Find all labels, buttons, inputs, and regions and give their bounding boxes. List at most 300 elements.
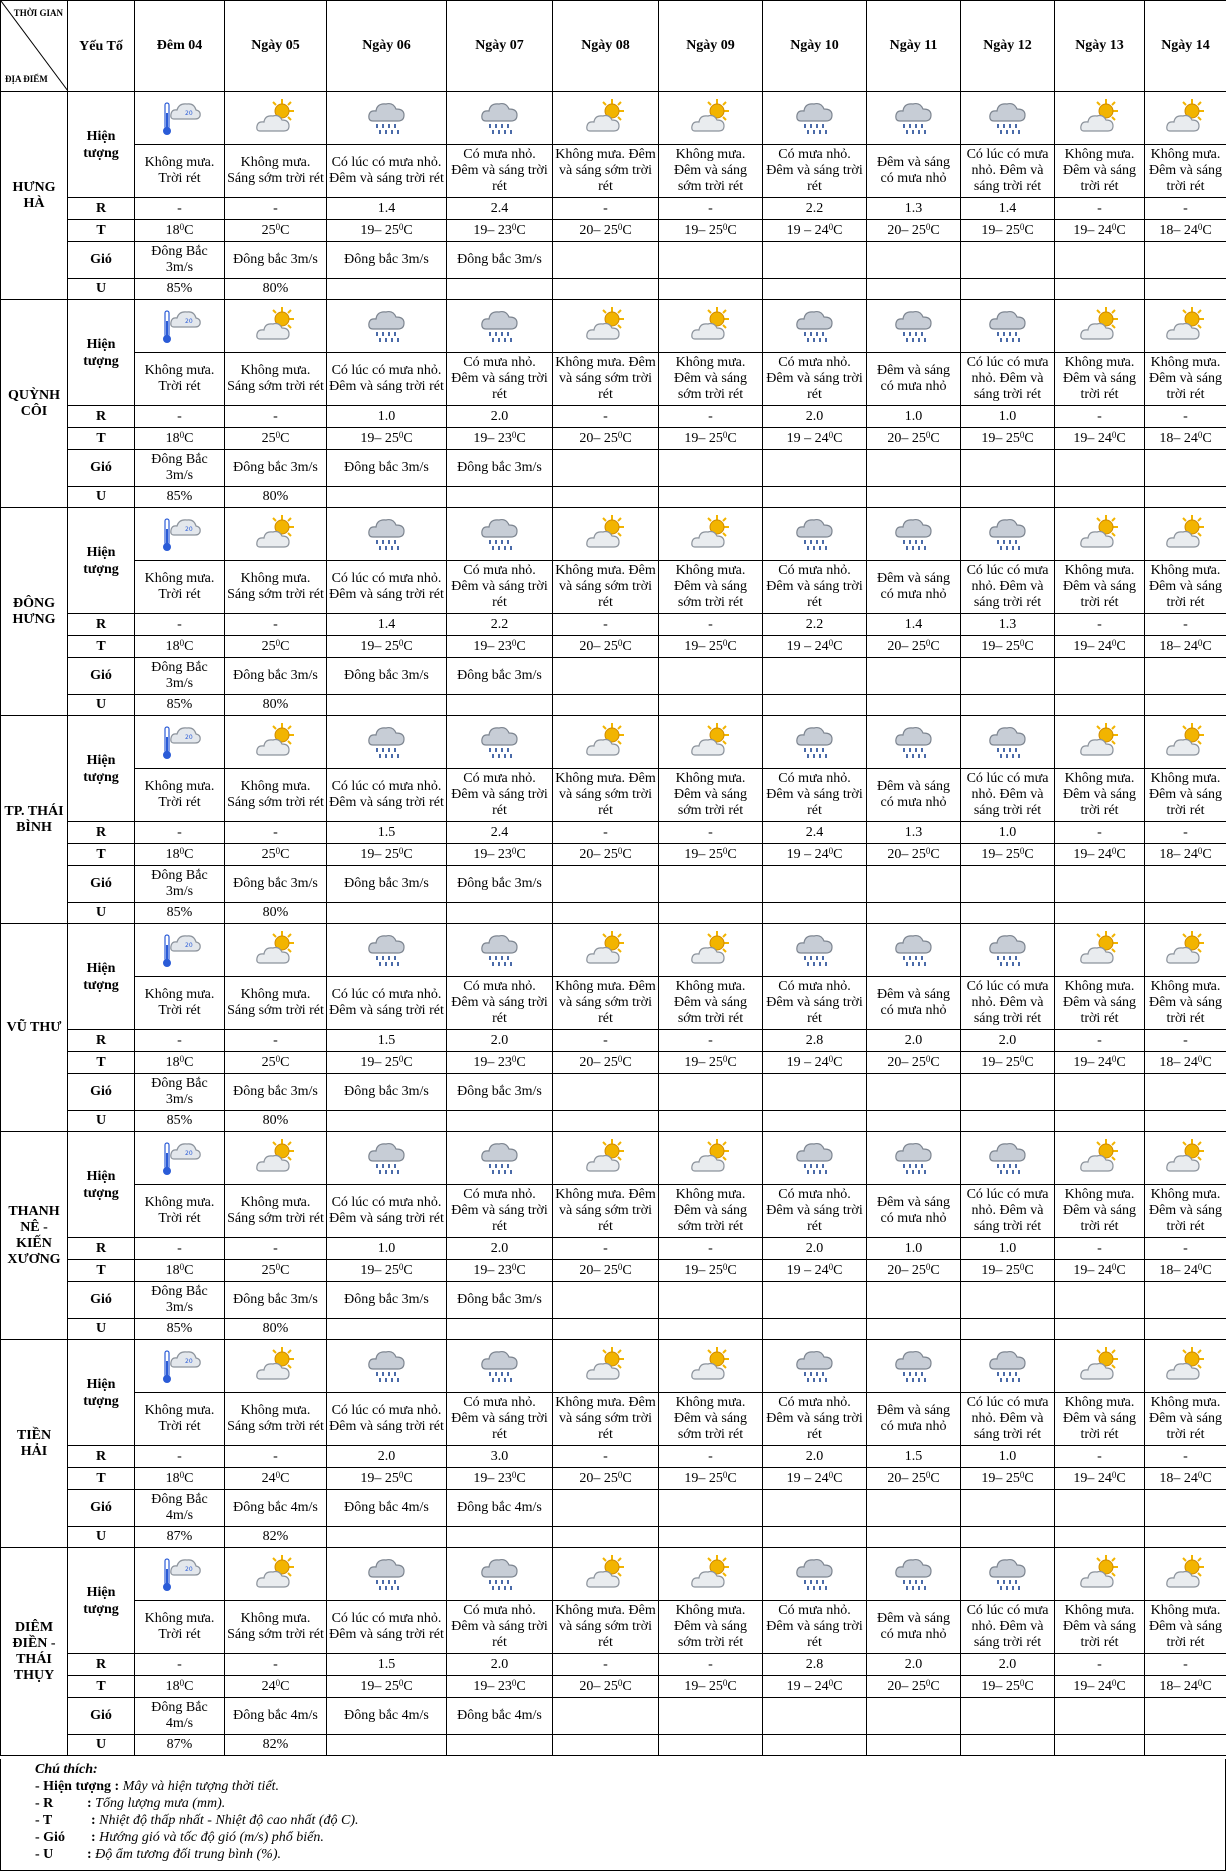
humidity-value <box>553 903 659 924</box>
degree-sign: 0 <box>275 1677 281 1688</box>
temp-value <box>447 220 553 242</box>
temp-value <box>225 1468 327 1490</box>
degree-sign: 0 <box>617 1261 623 1272</box>
cloud-rain-icon <box>793 721 837 763</box>
humidity-value <box>553 487 659 508</box>
label-temp: T <box>68 1260 135 1282</box>
temp-value <box>447 1468 553 1490</box>
degree-sign: 0 <box>398 429 404 440</box>
temp-range: 19– 23 <box>473 1054 512 1070</box>
temp-range: 19– 25 <box>981 222 1020 238</box>
phenomenon-text: Có lúc có mưa nhỏ. Đêm và sáng trời rét <box>327 561 447 614</box>
rain-value: - <box>553 1238 659 1260</box>
phenomenon-text-row <box>1 353 1226 406</box>
location-name: ĐÔNG HƯNG <box>1 508 68 716</box>
cloud-rain-icon <box>867 508 961 561</box>
sun-cloud-icon <box>1078 97 1122 139</box>
sun-cloud-icon <box>659 1340 763 1393</box>
wind-value <box>961 1282 1055 1319</box>
temp-unit: C <box>1202 1054 1212 1070</box>
rain-value: - <box>659 1654 763 1676</box>
rain-value: - <box>225 614 327 636</box>
cloud-rain-icon <box>986 1345 1030 1387</box>
sun-cloud-icon <box>584 1553 628 1595</box>
temp-value <box>1055 428 1145 450</box>
temp-value <box>327 1260 447 1282</box>
rain-value: - <box>1145 1030 1226 1052</box>
temp-value <box>225 220 327 242</box>
humidity-value <box>867 487 961 508</box>
temp-range: 19– 23 <box>473 222 512 238</box>
temp-range: 20– 25 <box>887 846 926 862</box>
legend-item <box>35 1829 1225 1846</box>
temp-range: 19 – 24 <box>786 846 829 862</box>
phenomenon-text: Không mưa. Sáng sớm trời rét <box>225 561 327 614</box>
temp-unit: C <box>1202 1470 1212 1486</box>
sun-cloud-icon <box>225 924 327 977</box>
location-name: THANH NÊ - KIẾN XƯƠNG <box>1 1132 68 1340</box>
degree-sign: 0 <box>722 1469 728 1480</box>
temp-value <box>1145 1260 1226 1282</box>
phenomenon-text: Có lúc có mưa nhỏ. Đêm và sáng trời rét <box>327 1393 447 1446</box>
humidity-value <box>763 903 867 924</box>
temp-unit: C <box>930 846 940 862</box>
humidity-value: 80% <box>225 1111 327 1132</box>
temp-range: 19– 25 <box>981 430 1020 446</box>
rain-value: - <box>1145 1446 1226 1468</box>
degree-sign: 0 <box>179 845 185 856</box>
temp-value <box>553 636 659 658</box>
temp-range: 19– 25 <box>684 1470 723 1486</box>
corner-time-label: THỜI GIAN <box>13 8 63 18</box>
temp-range: 19– 23 <box>473 638 512 654</box>
cloud-rain-icon <box>986 929 1030 971</box>
wind-value <box>867 450 961 487</box>
degree-sign: 0 <box>275 1053 281 1064</box>
temp-value <box>225 1260 327 1282</box>
humidity-value: 82% <box>225 1527 327 1548</box>
degree-sign: 0 <box>1019 1677 1025 1688</box>
temp-value <box>135 1260 225 1282</box>
degree-sign: 0 <box>511 637 517 648</box>
wind-value: Đông Bắc 4m/s <box>135 1490 225 1527</box>
temp-unit: C <box>727 430 737 446</box>
phenomenon-text: Không mưa. Trời rét <box>135 1185 225 1238</box>
sun-cloud-icon <box>659 300 763 353</box>
temp-value <box>135 636 225 658</box>
sun-cloud-icon <box>1055 924 1145 977</box>
temp-range: 19– 25 <box>360 1678 399 1694</box>
wind-value: Đông bắc 4m/s <box>225 1698 327 1735</box>
phenomenon-text: Có lúc có mưa nhỏ. Đêm và sáng trời rét <box>961 353 1055 406</box>
temp-range: 19– 25 <box>360 222 399 238</box>
cloud-rain-icon <box>986 305 1030 347</box>
cloud-rain-icon <box>892 721 936 763</box>
cloud-rain-icon <box>961 924 1055 977</box>
temp-unit: C <box>833 222 843 238</box>
temp-value <box>961 1260 1055 1282</box>
label-phenomenon: Hiện tượng <box>68 508 135 614</box>
humidity-value <box>327 1319 447 1340</box>
degree-sign: 0 <box>179 1261 185 1272</box>
temp-unit: C <box>1024 1678 1034 1694</box>
wind-value <box>553 1698 659 1735</box>
phenomenon-text: Không mưa. Trời rét <box>135 1601 225 1654</box>
temp-range: 19 – 24 <box>786 638 829 654</box>
degree-sign: 0 <box>1197 845 1203 856</box>
thermo-cloud-icon <box>158 305 202 347</box>
phenomenon-icon-row <box>1 92 1226 145</box>
temp-value <box>659 844 763 866</box>
temp-range: 20– 25 <box>579 846 618 862</box>
temp-range: 20– 25 <box>887 1678 926 1694</box>
cloud-rain-icon <box>763 1548 867 1601</box>
wind-value <box>1145 866 1226 903</box>
humidity-value: 80% <box>225 487 327 508</box>
rain-value: 1.4 <box>327 198 447 220</box>
temp-value <box>135 1468 225 1490</box>
sun-cloud-icon <box>659 924 763 977</box>
degree-sign: 0 <box>617 429 623 440</box>
temp-range: 20– 25 <box>887 430 926 446</box>
humidity-value <box>1145 1111 1226 1132</box>
temp-unit: C <box>727 846 737 862</box>
legend-key: - Gió <box>35 1830 65 1845</box>
temp-value <box>225 1676 327 1698</box>
phenomenon-text: Không mưa. Đêm và sáng trời rét <box>1145 1185 1226 1238</box>
sun-cloud-icon <box>659 508 763 561</box>
humidity-value: 80% <box>225 903 327 924</box>
sun-cloud-icon <box>584 929 628 971</box>
label-wind: Gió <box>68 1282 135 1319</box>
label-temp: T <box>68 220 135 242</box>
temp-unit: C <box>403 1054 413 1070</box>
legend-text: Độ ẩm tương đối trung bình (%). <box>95 1847 281 1862</box>
rain-value: 1.0 <box>867 406 961 428</box>
phenomenon-text: Có mưa nhỏ. Đêm và sáng trời rét <box>763 1185 867 1238</box>
phenomenon-text: Không mưa. Trời rét <box>135 145 225 198</box>
sun-cloud-icon <box>1164 1345 1208 1387</box>
temp-unit: C <box>1024 1470 1034 1486</box>
phenomenon-text: Có mưa nhỏ. Đêm và sáng trời rét <box>447 769 553 822</box>
temp-value <box>763 1260 867 1282</box>
cloud-rain-icon <box>793 97 837 139</box>
rain-value: 1.0 <box>327 1238 447 1260</box>
phenomenon-text: Không mưa. Đêm và sáng sớm trời rét <box>659 353 763 406</box>
phenomenon-icon-row <box>1 716 1226 769</box>
phenomenon-text: Không mưa. Sáng sớm trời rét <box>225 1601 327 1654</box>
phenomenon-text: Không mưa. Trời rét <box>135 561 225 614</box>
phenomenon-text: Không mưa. Đêm và sáng trời rét <box>1055 145 1145 198</box>
label-phenomenon: Hiện tượng <box>68 1132 135 1238</box>
phenomenon-text: Không mưa. Đêm và sáng trời rét <box>1055 561 1145 614</box>
temp-unit: C <box>184 1262 194 1278</box>
phenomenon-text-row <box>1 769 1226 822</box>
temp-row <box>1 844 1226 866</box>
temp-unit: C <box>516 638 526 654</box>
day-header: Ngày 09 <box>659 1 763 92</box>
temp-value <box>961 1676 1055 1698</box>
wind-value: Đông bắc 3m/s <box>447 450 553 487</box>
cloud-rain-icon <box>793 1137 837 1179</box>
humidity-value <box>1055 1319 1145 1340</box>
degree-sign: 0 <box>722 1053 728 1064</box>
temp-range: 19– 25 <box>684 1262 723 1278</box>
wind-value <box>763 658 867 695</box>
degree-sign: 0 <box>1111 1261 1117 1272</box>
cloud-rain-icon <box>365 305 409 347</box>
wind-value <box>659 1074 763 1111</box>
sun-cloud-icon <box>254 97 298 139</box>
sun-cloud-icon <box>689 1137 733 1179</box>
temp-unit: C <box>622 222 632 238</box>
label-wind: Gió <box>68 866 135 903</box>
wind-value: Đông bắc 3m/s <box>225 1282 327 1319</box>
degree-sign: 0 <box>511 1053 517 1064</box>
temp-value <box>867 1468 961 1490</box>
humidity-value <box>763 1735 867 1756</box>
label-wind: Gió <box>68 1074 135 1111</box>
temp-range: 19– 24 <box>1073 430 1112 446</box>
phenomenon-text: Có lúc có mưa nhỏ. Đêm và sáng trời rét <box>961 1185 1055 1238</box>
temp-range: 19– 25 <box>684 638 723 654</box>
humidity-value: 85% <box>135 487 225 508</box>
phenomenon-text: Không mưa. Đêm và sáng sớm trời rét <box>553 769 659 822</box>
wind-row <box>1 242 1226 279</box>
humidity-value <box>961 695 1055 716</box>
wind-value: Đông Bắc 3m/s <box>135 1074 225 1111</box>
phenomenon-icon-row <box>1 1340 1226 1393</box>
sun-cloud-icon <box>1145 300 1226 353</box>
day-header: Đêm 04 <box>135 1 225 92</box>
degree-sign: 0 <box>511 429 517 440</box>
cloud-rain-icon <box>365 1345 409 1387</box>
legend-text: Hướng gió và tốc độ gió (m/s) phổ biến. <box>99 1830 324 1845</box>
phenomenon-text: Có lúc có mưa nhỏ. Đêm và sáng trời rét <box>327 769 447 822</box>
location-name: QUỲNH CÔI <box>1 300 68 508</box>
humidity-value <box>327 1735 447 1756</box>
rain-row <box>1 406 1226 428</box>
temp-value <box>135 844 225 866</box>
phenomenon-text: Không mưa. Trời rét <box>135 769 225 822</box>
cloud-rain-icon <box>892 97 936 139</box>
phenomenon-text: Có lúc có mưa nhỏ. Đêm và sáng trời rét <box>961 1601 1055 1654</box>
phenomenon-text: Đêm và sáng có mưa nhỏ <box>867 561 961 614</box>
legend-item <box>35 1812 1225 1829</box>
sun-cloud-icon <box>553 300 659 353</box>
temp-range: 19– 25 <box>684 846 723 862</box>
sun-cloud-icon <box>1055 1340 1145 1393</box>
cloud-rain-icon <box>365 929 409 971</box>
wind-value: Đông bắc 3m/s <box>447 866 553 903</box>
thermo-cloud-icon <box>158 513 202 555</box>
degree-sign: 0 <box>925 1469 931 1480</box>
cloud-rain-icon <box>986 1137 1030 1179</box>
cloud-rain-icon <box>327 1132 447 1185</box>
temp-range: 19 – 24 <box>786 430 829 446</box>
sun-cloud-icon <box>659 92 763 145</box>
rain-value: 2.0 <box>447 406 553 428</box>
label-temp: T <box>68 844 135 866</box>
phenomenon-text: Có lúc có mưa nhỏ. Đêm và sáng trời rét <box>961 1393 1055 1446</box>
rain-value: - <box>1145 198 1226 220</box>
humidity-value <box>327 279 447 300</box>
rain-value: 1.0 <box>327 406 447 428</box>
thermo-cloud-icon <box>135 300 225 353</box>
label-humidity: U <box>68 1319 135 1340</box>
temp-unit: C <box>516 846 526 862</box>
degree-sign: 0 <box>1197 1677 1203 1688</box>
label-temp: T <box>68 1468 135 1490</box>
rain-value: - <box>553 406 659 428</box>
rain-value: - <box>1145 1238 1226 1260</box>
location-name: VŨ THƯ <box>1 924 68 1132</box>
wind-value <box>1055 1074 1145 1111</box>
degree-sign: 0 <box>1197 1261 1203 1272</box>
wind-value <box>763 450 867 487</box>
phenomenon-text-row <box>1 145 1226 198</box>
sun-cloud-icon <box>225 716 327 769</box>
sun-cloud-icon <box>225 1132 327 1185</box>
sun-cloud-icon <box>225 1340 327 1393</box>
sun-cloud-icon <box>254 1345 298 1387</box>
rain-value: 2.0 <box>961 1654 1055 1676</box>
temp-range: 25 <box>261 846 276 862</box>
humidity-value <box>447 1319 553 1340</box>
wind-value <box>961 1698 1055 1735</box>
degree-sign: 0 <box>828 637 834 648</box>
rain-value: 2.0 <box>447 1030 553 1052</box>
rain-row <box>1 1030 1226 1052</box>
wind-value <box>961 242 1055 279</box>
phenomenon-text: Không mưa. Đêm và sáng trời rét <box>1055 1393 1145 1446</box>
legend-sep: : <box>91 1813 96 1828</box>
degree-sign: 0 <box>275 845 281 856</box>
humidity-value <box>659 1111 763 1132</box>
temp-value <box>763 428 867 450</box>
temp-range: 18– 24 <box>1159 1054 1198 1070</box>
rain-value: - <box>1055 406 1145 428</box>
phenomenon-text: Có mưa nhỏ. Đêm và sáng trời rét <box>447 977 553 1030</box>
temp-range: 18– 24 <box>1159 1470 1198 1486</box>
temp-value <box>763 844 867 866</box>
rain-row <box>1 1654 1226 1676</box>
wind-value <box>659 1490 763 1527</box>
degree-sign: 0 <box>1111 637 1117 648</box>
temp-value <box>447 428 553 450</box>
sun-cloud-icon <box>1164 1553 1208 1595</box>
temp-range: 20– 25 <box>579 430 618 446</box>
degree-sign: 0 <box>511 1261 517 1272</box>
humidity-value <box>1055 487 1145 508</box>
sun-cloud-icon <box>254 929 298 971</box>
temp-range: 25 <box>261 1054 276 1070</box>
humidity-row <box>1 1319 1226 1340</box>
cloud-rain-icon <box>867 1132 961 1185</box>
degree-sign: 0 <box>179 637 185 648</box>
svg-text:20: 20 <box>184 1566 193 1573</box>
wind-value <box>1145 450 1226 487</box>
phenomenon-text: Không mưa. Đêm và sáng sớm trời rét <box>553 145 659 198</box>
degree-sign: 0 <box>925 845 931 856</box>
humidity-value <box>961 1111 1055 1132</box>
temp-range: 19– 25 <box>360 430 399 446</box>
phenomenon-text: Đêm và sáng có mưa nhỏ <box>867 769 961 822</box>
wind-value <box>1055 1698 1145 1735</box>
wind-value <box>1145 1698 1226 1735</box>
sun-cloud-icon <box>1164 929 1208 971</box>
legend-sep: : <box>87 1847 92 1862</box>
phenomenon-text: Không mưa. Đêm và sáng trời rét <box>1145 769 1226 822</box>
temp-unit: C <box>280 638 290 654</box>
sun-cloud-icon <box>1078 929 1122 971</box>
temp-unit: C <box>727 638 737 654</box>
label-temp: T <box>68 428 135 450</box>
temp-value <box>659 1468 763 1490</box>
day-header: Ngày 13 <box>1055 1 1145 92</box>
humidity-value <box>867 1527 961 1548</box>
humidity-value <box>961 903 1055 924</box>
humidity-value <box>763 1527 867 1548</box>
wind-value <box>763 1282 867 1319</box>
legend-sep: : <box>87 1796 92 1811</box>
svg-text:20: 20 <box>184 1358 193 1365</box>
thermo-cloud-icon <box>135 716 225 769</box>
sun-cloud-icon <box>1145 508 1226 561</box>
wind-value: Đông bắc 3m/s <box>225 450 327 487</box>
phenomenon-text-row <box>1 1601 1226 1654</box>
rain-value: 2.0 <box>447 1654 553 1676</box>
degree-sign: 0 <box>1197 1469 1203 1480</box>
degree-sign: 0 <box>1197 429 1203 440</box>
temp-unit: C <box>1116 1054 1126 1070</box>
temp-value <box>447 1260 553 1282</box>
sun-cloud-icon <box>689 929 733 971</box>
degree-sign: 0 <box>275 1261 281 1272</box>
temp-range: 19 – 24 <box>786 222 829 238</box>
label-rain: R <box>68 406 135 428</box>
rain-value: 1.4 <box>867 614 961 636</box>
wind-value: Đông bắc 3m/s <box>327 1074 447 1111</box>
wind-value: Đông bắc 3m/s <box>447 242 553 279</box>
temp-value <box>135 1052 225 1074</box>
temp-value <box>327 220 447 242</box>
label-rain: R <box>68 822 135 844</box>
legend-sep: : <box>91 1830 96 1845</box>
cloud-rain-icon <box>763 508 867 561</box>
humidity-value <box>1145 695 1226 716</box>
humidity-value <box>327 1111 447 1132</box>
temp-unit: C <box>622 846 632 862</box>
sun-cloud-icon <box>689 305 733 347</box>
phenomenon-text: Có lúc có mưa nhỏ. Đêm và sáng trời rét <box>327 353 447 406</box>
rain-value: 2.2 <box>763 614 867 636</box>
sun-cloud-icon <box>1078 513 1122 555</box>
humidity-value <box>659 279 763 300</box>
phenomenon-text: Có lúc có mưa nhỏ. Đêm và sáng trời rét <box>327 977 447 1030</box>
degree-sign: 0 <box>828 1053 834 1064</box>
degree-sign: 0 <box>828 1469 834 1480</box>
humidity-value: 87% <box>135 1735 225 1756</box>
rain-value: 1.0 <box>867 1238 961 1260</box>
temp-unit: C <box>280 430 290 446</box>
humidity-value <box>867 279 961 300</box>
temp-value <box>327 1676 447 1698</box>
degree-sign: 0 <box>925 1261 931 1272</box>
label-temp: T <box>68 1052 135 1074</box>
degree-sign: 0 <box>617 637 623 648</box>
temp-unit: C <box>833 1470 843 1486</box>
